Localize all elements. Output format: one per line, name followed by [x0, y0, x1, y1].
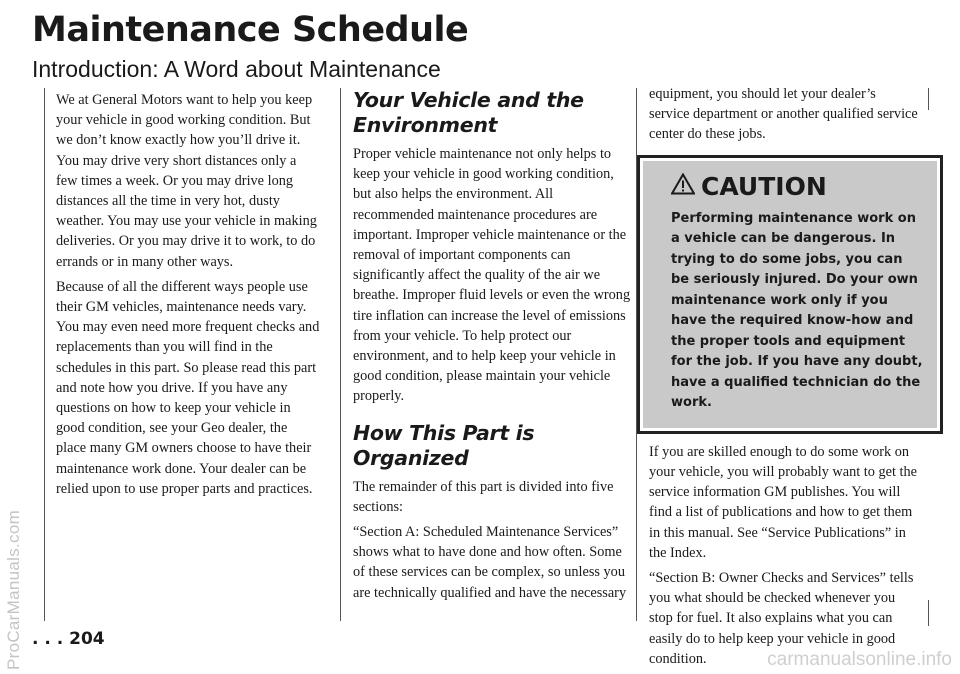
- warning-triangle-icon: [671, 173, 695, 201]
- heading-part-organized: How This Part is Organized: [353, 420, 535, 470]
- paragraph-section-a: “Section A: Scheduled Maintenance Services” shows what to have done and how often. Some of these services can be complex, so unless you are technically qualified and have the necessary: [353, 524, 627, 601]
- column-3: [649, 84, 923, 674]
- caution-label: CAUTION: [701, 171, 827, 201]
- column-rule-left: [44, 88, 45, 621]
- caution-text: Performing maintenance work on a vehicle can be dangerous. In trying to do some jobs, you can be seriously injured. Do your own maintenance work only if you have the required know-how and the proper tools and equipment for the job. If you have any doubt, have a qualified technician do the work.: [671, 210, 923, 411]
- caution-box: [637, 155, 943, 434]
- page-title: Maintenance Schedule: [32, 10, 469, 50]
- bottom-watermark: carmanualsonline.info: [767, 649, 952, 670]
- paragraph-five-sections: The remainder of this part is divided into five sections:: [353, 478, 614, 515]
- heading-vehicle-environment: Your Vehicle and the Environment: [353, 88, 584, 137]
- paragraph-service-info: If you are skilled enough to do some work on your vehicle, you will probably want to get the service information GM publishes. You will find a list of publications and how to get them in this manual. See “Service Publications” in the Index.: [649, 443, 918, 561]
- column-2: [353, 88, 631, 608]
- paragraph-equipment: equipment, you should let your dealer’s service department or another qualified service center do these jobs.: [649, 86, 918, 143]
- section-title: Introduction: A Word about Maintenance: [32, 56, 441, 82]
- side-watermark: ProCarManuals.com: [4, 509, 23, 670]
- paragraph-section-b: “Section B: Owner Checks and Services” tells you what should be checked whenever you stop for fuel. It also explains what you can easily do to help keep your vehicle in good condition.: [649, 570, 914, 667]
- paragraph-environment: Proper vehicle maintenance not only helps to keep your vehicle in good working condition, but also helps the environment. All recommended maintenance procedures are important. Improper vehicle maintenance or the removal of important components can significantly affect the quality of the air we breathe. Improper fluid levels or even the wrong tire inflation can increase the level of emissions from your vehicle. To help protect our environment, and to help keep your vehicle in good condition, please maintain your vehicle properly.: [353, 146, 631, 405]
- caution-header: [671, 173, 923, 201]
- column-1: [56, 90, 320, 504]
- column-rule-far-right: [928, 88, 929, 110]
- page-number: . . . 204: [32, 629, 105, 649]
- paragraph-driving-ways: Because of all the different ways people use their GM vehicles, maintenance needs vary. You may even need more frequent checks and replacements than you will find in the schedules in this part. So please read this part and note how you drive. If you have any questions on how to keep your vehicle in good condition, see your Geo dealer, the place many GM owners choose to have their maintenance work done. Your dealer can be relied upon to use proper parts and practices.: [56, 278, 320, 497]
- column-rule-far-right-lower: [928, 600, 929, 626]
- column-rule-middle: [340, 88, 341, 621]
- paragraph-intro: We at General Motors want to help you keep your vehicle in good working condition. But we don’t know exactly how you’ll drive it. You may drive very short distances only a few times a week. Or you may drive long distances all the time in very hot, dusty weather. You may use your vehicle in making deliveries. Or you may drive it to work, to do errands or in many other ways.: [56, 92, 317, 270]
- caution-panel: [643, 161, 937, 428]
